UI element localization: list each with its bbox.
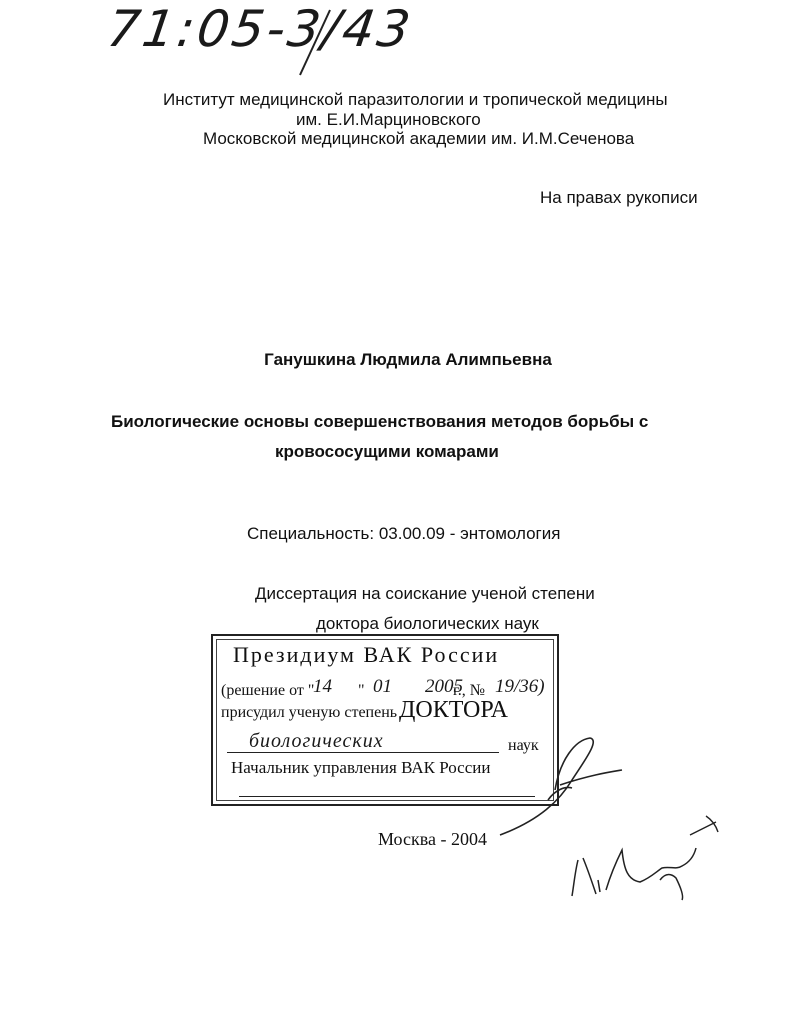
- degree-label: ДОКТОРА: [399, 697, 508, 723]
- institute-line-1: Институт медицинской паразитологии и тропической медицины: [163, 90, 668, 109]
- decision-date-day: 14: [313, 676, 332, 697]
- vak-head-signature: [500, 738, 622, 835]
- quote-separator: ": [358, 682, 365, 699]
- award-line: присудил ученую степень: [221, 704, 398, 721]
- degree-field: биологических: [249, 730, 384, 752]
- dissertation-line-1: Диссертация на соискание ученой степени: [255, 584, 595, 603]
- archive-slash-mark: [300, 10, 330, 75]
- decision-date-month: 01: [373, 676, 392, 697]
- specialty: Специальность: 03.00.09 - энтомология: [247, 524, 561, 543]
- year-suffix-label: г., №: [453, 682, 486, 699]
- stamp-header: Президиум ВАК России: [233, 642, 500, 667]
- author-signature: [572, 816, 718, 900]
- institute-line-3: Московской медицинской академии им. И.М.Сеченова: [203, 129, 635, 148]
- archive-number: 71:05-3/43: [103, 0, 417, 58]
- head-of-department-label: Начальник управления ВАК России: [231, 758, 491, 777]
- rights-notice: На правах рукописи: [540, 188, 698, 207]
- title-line-1: Биологические основы совершенствования методов борьбы с: [111, 412, 649, 431]
- dissertation-line-2: доктора биологических наук: [316, 614, 539, 633]
- decision-number: 19/36): [495, 676, 545, 697]
- decision-date-year: 2005: [425, 676, 463, 697]
- title-line-2: кровососущими комарами: [275, 442, 499, 461]
- author-name: Ганушкина Людмила Алимпьевна: [264, 350, 552, 369]
- decision-label: (решение от ": [221, 682, 315, 699]
- field-suffix: наук: [508, 737, 539, 754]
- institute-line-2: им. Е.И.Марциновского: [296, 110, 481, 129]
- city-year: Москва - 2004: [378, 829, 487, 849]
